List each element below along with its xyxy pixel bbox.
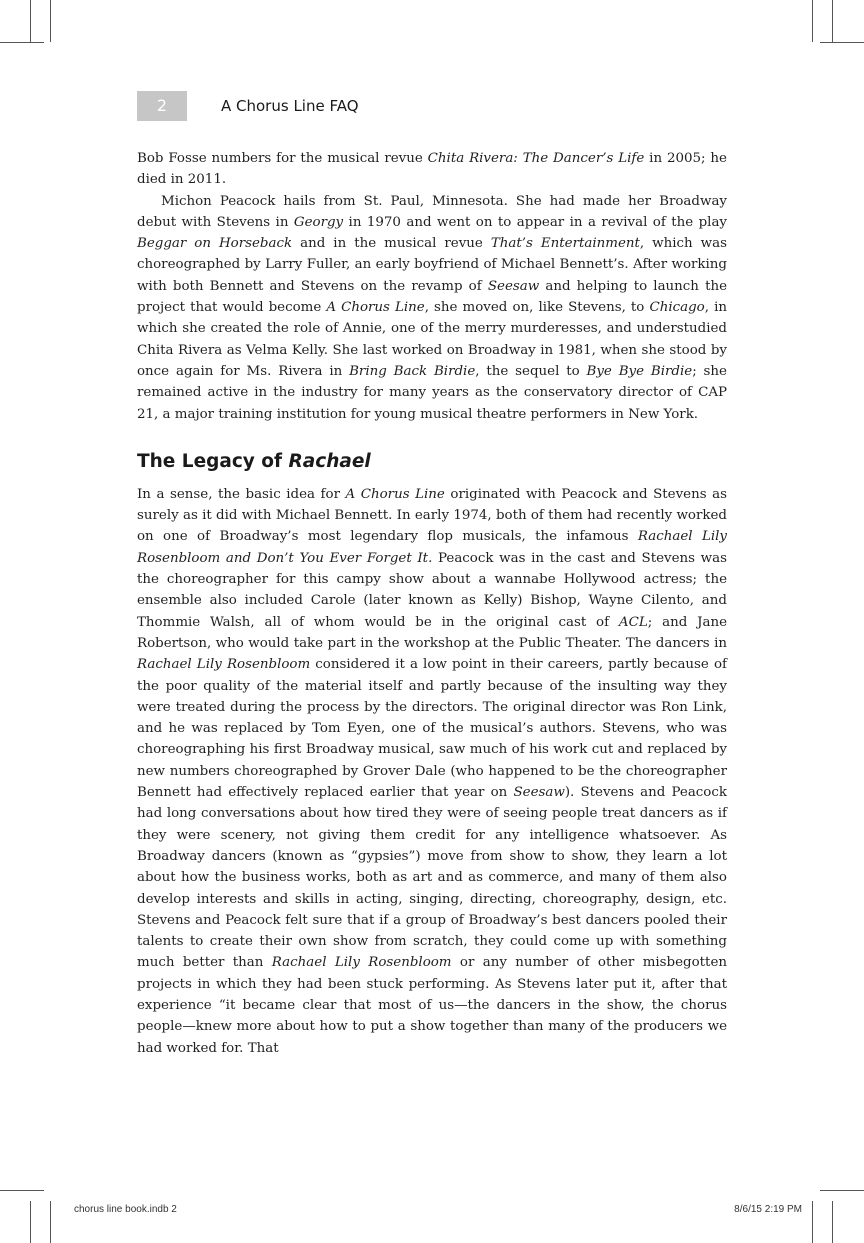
paragraph-continued: Bob Fosse numbers for the musical revue Chita Rivera: The Dancer’s Life in 2005; he died in 2011. <box>137 151 727 188</box>
crop-mark <box>812 0 813 42</box>
crop-mark <box>820 1190 864 1191</box>
section-heading: The Legacy of Rachael <box>137 450 371 472</box>
body-text <box>137 148 727 1059</box>
crop-mark <box>832 0 833 42</box>
crop-mark <box>0 42 44 43</box>
paragraph-legacy: In a sense, the basic idea for A Chorus Line originated with Peacock and Stevens as surely as it did with Michael Bennett. In early 1974, both of them had recently worked on one of Broadway’s most legendary flop musicals, the infamous Rachael Lily Rosenbloom and Don’t You Ever Forget It. Peacock was in the cast and Stevens was the choreographer for this campy show about a wannabe Hollywood actress; the ensemble also included Carole (later known as Kelly) Bishop, Wayne Cilento, and Thommie Walsh, all of whom would be in the original cast of ACL; and Jane Robertson, who would take part in the workshop at the Public Theater. The dancers in Rachael Lily Rosenbloom considered it a low point in their careers, partly because of the poor quality of the material itself and partly because of the insulting way they were treated during the process by the directors. The original director was Ron Link, and he was replaced by Tom Eyen, one of the musical’s authors. Stevens, who was choreographing his first Broadway musical, saw much of his work cut and replaced by new numbers choreographed by Grover Dale (who happened to be the choreographer Bennett had effectively replaced earlier that year on Seesaw). Stevens and Peacock had long conversations about how tired they were of seeing people treat dancers as if they were scenery, not giving them credit for any intelligence whatsoever. As Broadway dancers (known as “gypsies”) move from show to show, they learn a lot about how the business works, both as art and as commerce, and many of them also develop interests and skills in acting, singing, directing, choreography, design, etc. Stevens and Peacock felt sure that if a group of Broadway’s best dancers pooled their talents to create their own show from scratch, they could come up with something much better than Rachael Lily Rosenbloom or any number of other misbegotten projects in which they had been stuck performing. As Stevens later put it, after that experience “it became clear that most of us—the dancers in the show, the chorus people—knew more about how to put a show together than many of the producers we had worked for. That <box>137 486 728 1056</box>
crop-mark <box>820 42 864 43</box>
running-title: A Chorus Line FAQ <box>221 97 359 115</box>
page-number: 2 <box>137 91 187 121</box>
crop-mark <box>30 1201 31 1243</box>
running-header <box>137 91 727 121</box>
crop-mark <box>0 1190 44 1191</box>
crop-mark <box>30 0 31 42</box>
crop-mark <box>50 0 51 42</box>
crop-mark <box>50 1201 51 1243</box>
paragraph-michon-peacock: Michon Peacock hails from St. Paul, Minnesota. She had made her Broadway debut with Stevens in Georgy in 1970 and went on to appear in a revival of the play Beggar on Horseback and in the musical revue That’s Entertainment, which was choreographed by Larry Fuller, an early boyfriend of Michael Bennett’s. After working with both Bennett and Stevens on the revamp of Seesaw and helping to launch the project that would become A Chorus Line, she moved on, like Stevens, to Chicago, in which she created the role of Annie, one of the merry murderesses, and understudied Chita Rivera as Velma Kelly. She last worked on Broadway in 1981, when she stood by once again for Ms. Rivera in Bring Back Birdie, the sequel to Bye Bye Birdie; she remained active in the industry for many years as the conservatory director of CAP 21, a major training institution for young musical theatre performers in New York. <box>137 193 727 422</box>
crop-mark <box>812 1201 813 1243</box>
footer-file-name: chorus line book.indb 2 <box>74 1204 177 1215</box>
footer-timestamp: 8/6/15 2:19 PM <box>734 1204 802 1215</box>
crop-mark <box>832 1201 833 1243</box>
